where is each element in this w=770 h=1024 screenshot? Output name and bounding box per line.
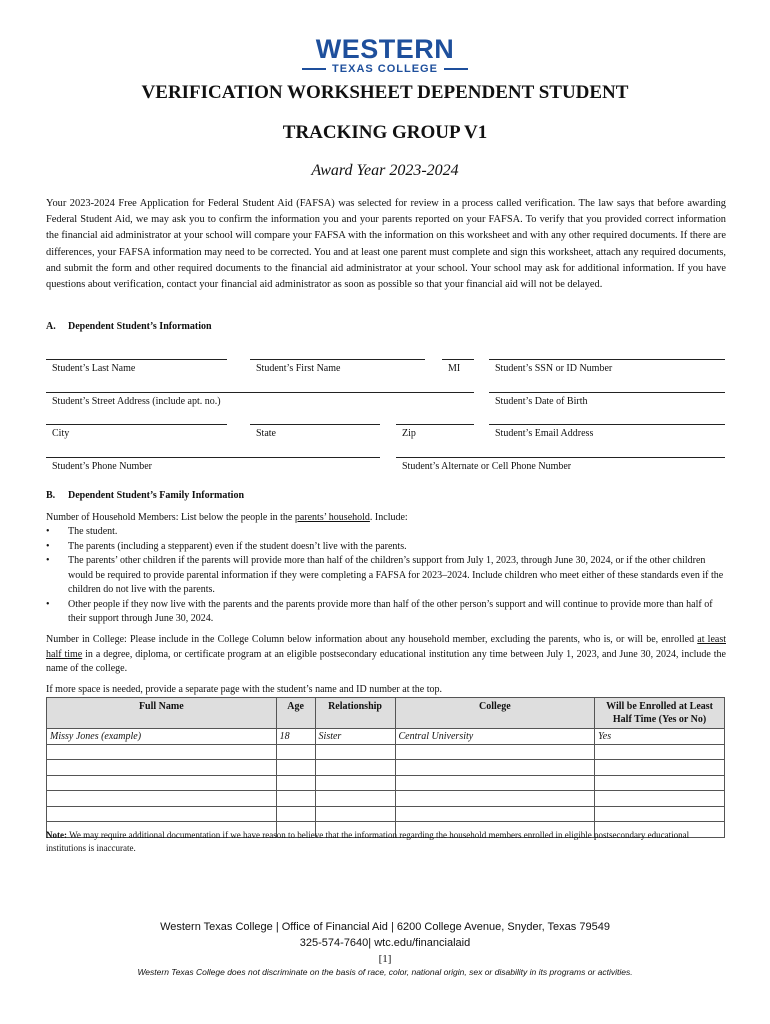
household-intro-text: Number of Household Members: List below the people in the [46, 512, 295, 523]
email-field[interactable] [489, 424, 725, 439]
logo-subtitle: TEXAS COLLEGE [332, 63, 438, 75]
ssn-label: Student’s SSN or ID Number [495, 363, 613, 374]
parents-household-term: parents’ household [294, 512, 370, 523]
cell-full-name[interactable]: Missy Jones (example) [47, 729, 277, 745]
cell-relationship[interactable] [315, 791, 395, 807]
city-field[interactable] [46, 424, 227, 439]
first-name-label: Student’s First Name [256, 363, 341, 374]
header-college: College [395, 698, 595, 729]
cell-college[interactable] [395, 806, 595, 822]
middle-initial-label: MI [448, 363, 461, 374]
cell-college[interactable]: Central University [395, 729, 595, 745]
bullet-marker: • [46, 526, 50, 537]
logo-rule-left [302, 68, 326, 70]
cell-half-time[interactable] [595, 806, 725, 822]
half-time-term: at least half time [46, 634, 726, 660]
cell-half-time[interactable]: Yes [595, 729, 725, 745]
table-row [47, 791, 725, 807]
phone-label: Student’s Phone Number [52, 461, 152, 472]
city-label: City [52, 428, 70, 439]
college-logo [300, 36, 470, 75]
section-a-heading [46, 321, 212, 332]
college-text-start: Number in College: Please include in the College Column below information about any household member, excluding the parents, who is, or will be, enrolled [46, 634, 698, 645]
last-name-label: Student’s Last Name [52, 363, 136, 374]
cell-relationship[interactable] [315, 806, 395, 822]
space-note: If more space is needed, provide a separate page with the student’s name and ID number at the top. [46, 684, 442, 695]
bullet-marker: • [46, 540, 50, 552]
section-a-title: Dependent Student’s Information [68, 321, 212, 332]
footer-address: Western Texas College | Office of Financial Aid | 6200 College Avenue, Snyder, Texas 79549 [160, 921, 610, 933]
middle-initial-field[interactable] [442, 359, 474, 374]
list-item [46, 598, 726, 627]
table-row [47, 729, 725, 745]
cell-age[interactable] [276, 760, 315, 776]
alt-phone-field[interactable] [396, 457, 725, 472]
table-row [47, 760, 725, 776]
cell-college[interactable] [395, 791, 595, 807]
household-intro [46, 511, 726, 526]
list-item [46, 540, 726, 555]
table-header-row [47, 698, 725, 729]
household-table [46, 697, 725, 838]
cell-college[interactable] [395, 744, 595, 760]
table-row [47, 775, 725, 791]
cell-relationship[interactable] [315, 760, 395, 776]
bullet-text: The parents’ other children if the parents will provide more than half of the children’s support from July 1, 2023, through June 30, 2024, or if the other children would be required to provide parental information if they were completing a FAFSA for 2023–2024. Include children who meet either of these standards even if the children do not live with the parents. [68, 555, 724, 595]
cell-half-time[interactable] [595, 760, 725, 776]
date-of-birth-field[interactable] [489, 392, 725, 407]
phone-field[interactable] [46, 457, 380, 472]
cell-college[interactable] [395, 760, 595, 776]
cell-age[interactable] [276, 744, 315, 760]
footer-contact: 325-574-7640| wtc.edu/financialaid [299, 937, 471, 949]
cell-full-name[interactable] [47, 806, 277, 822]
intro-paragraph: Your 2023-2024 Free Application for Federal Student Aid (FAFSA) was selected for review in a process called verification. The law says that before awarding Federal Student Aid, we may ask you to confirm the information you and your parents reported on your FAFSA. To verify that you provided correct information the financial aid administrator at your school will compare your FAFSA with the information on this worksheet and with any other required documents. If there are differences, your FAFSA information may need to be corrected. You and at least one parent must complete and sign this worksheet, attach any required documents, and submit the form and other required documents to the financial aid administrator at your school. Your school may ask for additional information. If you have questions about verification, contact your financial aid administrator as soon as possible so that your financial aid will not be delayed. [46, 198, 726, 291]
bullet-text: Other people if they now live with the parents and the parents provide more than half of the other person’s support and will continue to provide more than half of their support through June 30, 2024. [68, 598, 713, 624]
cell-college[interactable] [395, 775, 595, 791]
last-name-field[interactable] [46, 359, 227, 374]
bullet-marker: • [46, 598, 50, 610]
cell-age[interactable] [276, 791, 315, 807]
cell-half-time[interactable] [595, 744, 725, 760]
header-full-name: Full Name [47, 698, 277, 729]
date-of-birth-label: Student’s Date of Birth [495, 396, 588, 407]
table-row [47, 806, 725, 822]
award-year: Award Year 2023-2024 [311, 162, 459, 179]
cell-relationship[interactable] [315, 744, 395, 760]
zip-field[interactable] [396, 424, 474, 439]
bullet-marker: • [46, 555, 50, 566]
cell-half-time[interactable] [595, 775, 725, 791]
section-b-heading [46, 490, 244, 501]
non-discrimination-statement: Western Texas College does not discriminate on the basis of race, color, national origin, sex or disability in its programs or activities. [137, 967, 633, 977]
logo-wordmark: WESTERN [315, 34, 455, 64]
zip-label: Zip [402, 428, 416, 439]
list-item [46, 554, 726, 598]
section-a-letter: A. [46, 321, 56, 332]
cell-age[interactable] [276, 775, 315, 791]
street-address-label: Student’s Street Address (include apt. no.) [52, 396, 221, 407]
household-bullet-list [46, 525, 726, 627]
state-field[interactable] [250, 424, 380, 439]
cell-full-name[interactable] [47, 775, 277, 791]
street-address-field[interactable] [46, 392, 474, 407]
college-text-end: in a degree, diploma, or certificate program at an eligible postsecondary educational institution any time between July 1, 2023, and June 30, 2024, include the name of the college. [46, 648, 726, 674]
table-note [46, 829, 726, 854]
cell-age[interactable] [276, 806, 315, 822]
header-age: Age [276, 698, 315, 729]
section-b-letter: B. [46, 490, 56, 501]
college-paragraph [46, 633, 726, 677]
page-number: [1] [378, 953, 392, 965]
cell-full-name[interactable] [47, 791, 277, 807]
cell-half-time[interactable] [595, 791, 725, 807]
page-title-line1: VERIFICATION WORKSHEET DEPENDENT STUDENT [141, 82, 629, 103]
table-row [47, 744, 725, 760]
header-half-time: Will be Enrolled at Least Half Time (Yes or No) [595, 698, 725, 729]
alt-phone-label: Student’s Alternate or Cell Phone Number [402, 461, 572, 472]
bullet-text: The parents (including a stepparent) even if the student doesn’t live with the parents. [68, 540, 407, 552]
ssn-field[interactable] [489, 359, 725, 374]
list-item [46, 525, 726, 540]
cell-age[interactable]: 18 [276, 729, 315, 745]
logo-subline [300, 63, 470, 75]
logo-rule-right [444, 68, 468, 70]
bullet-text: The student. [68, 526, 118, 537]
cell-full-name[interactable] [47, 760, 277, 776]
page-title-line2: TRACKING GROUP V1 [282, 122, 488, 143]
cell-relationship[interactable]: Sister [315, 729, 395, 745]
note-text: We may require additional documentation if we have reason to believe that the information regarding the household members enrolled in eligible postsecondary educational institutions is inaccurate. [46, 830, 690, 853]
first-name-field[interactable] [250, 359, 425, 374]
header-relationship: Relationship [315, 698, 395, 729]
note-label: Note: [46, 830, 67, 840]
cell-full-name[interactable] [47, 744, 277, 760]
cell-relationship[interactable] [315, 775, 395, 791]
email-label: Student’s Email Address [495, 428, 594, 439]
state-label: State [256, 428, 276, 439]
section-b-title: Dependent Student’s Family Information [68, 490, 245, 501]
household-intro-end: . Include: [369, 512, 408, 523]
